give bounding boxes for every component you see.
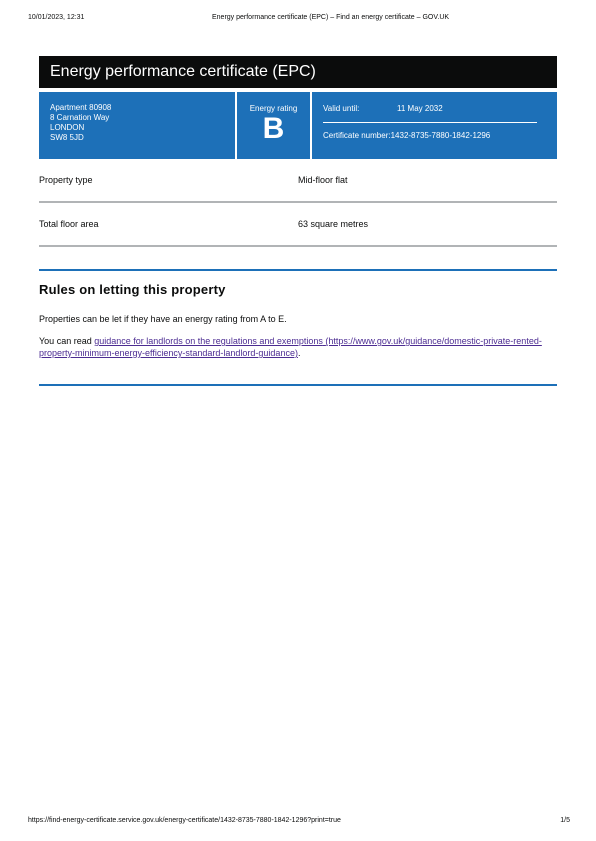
energy-rating-label: Energy rating — [249, 104, 298, 113]
address-line2: 8 Carnation Way — [50, 113, 110, 122]
valid-until-value: 11 May 2032 — [397, 104, 443, 113]
certificate-info — [312, 92, 557, 159]
property-type-value: Mid-floor flat — [298, 175, 348, 185]
page-title-bar — [39, 56, 557, 88]
rules-paragraph-2-suffix: . — [297, 348, 301, 358]
print-footer — [28, 817, 570, 824]
main-content — [39, 56, 557, 386]
rules-paragraph-1: Properties can be let if they have an energy rating from A to E. — [39, 314, 287, 324]
address-line1: Apartment 80908 — [50, 103, 112, 112]
print-header — [28, 14, 570, 21]
certificate-number-label: Certificate number: — [323, 131, 391, 140]
rules-heading: Rules on letting this property — [39, 282, 226, 297]
print-page-title: Energy performance certificate (EPC) – Find an energy certificate – GOV.UK — [212, 14, 450, 21]
certificate-number-row — [323, 131, 537, 140]
floor-area-value: 63 square metres — [298, 219, 369, 229]
bottom-divider — [39, 384, 557, 386]
landlord-guidance-link-text: guidance for landlords on the regulations and exemptions — [94, 336, 323, 346]
floor-area-label: Total floor area — [39, 219, 99, 229]
print-page-number: 1/5 — [560, 817, 570, 824]
property-type-label: Property type — [39, 175, 93, 185]
address-postcode: SW8 5JD — [50, 133, 84, 142]
property-address — [39, 92, 237, 159]
print-url: https://find-energy-certificate.service.gov.uk/energy-certificate/1432-8735-7880-1842-1296?print=true — [28, 817, 341, 824]
section-divider — [39, 269, 557, 271]
rules-paragraph-2 — [39, 335, 557, 359]
certificate-number-value: 1432-8735-7880-1842-1296 — [390, 131, 491, 140]
landlord-guidance-link[interactable] — [39, 336, 542, 358]
landlord-guidance-link-url: (https://www.gov.uk/guidance/domestic-private-rented-property-minimum-energy-efficiency-standard-landlord-guidance) — [39, 336, 542, 358]
energy-rating — [237, 92, 312, 159]
address-line3: LONDON — [50, 123, 85, 132]
print-datetime: 10/01/2023, 12:31 — [28, 14, 85, 21]
epc-summary — [39, 92, 557, 159]
valid-until-label: Valid until: — [323, 104, 360, 113]
rules-paragraph-2-prefix: You can read — [39, 336, 95, 346]
valid-until-row — [323, 104, 537, 113]
page-title: Energy performance certificate (EPC) — [50, 63, 316, 80]
property-type-row — [39, 159, 557, 203]
energy-rating-value: B — [262, 112, 285, 145]
certificate-divider — [323, 122, 537, 123]
floor-area-row — [39, 203, 557, 247]
